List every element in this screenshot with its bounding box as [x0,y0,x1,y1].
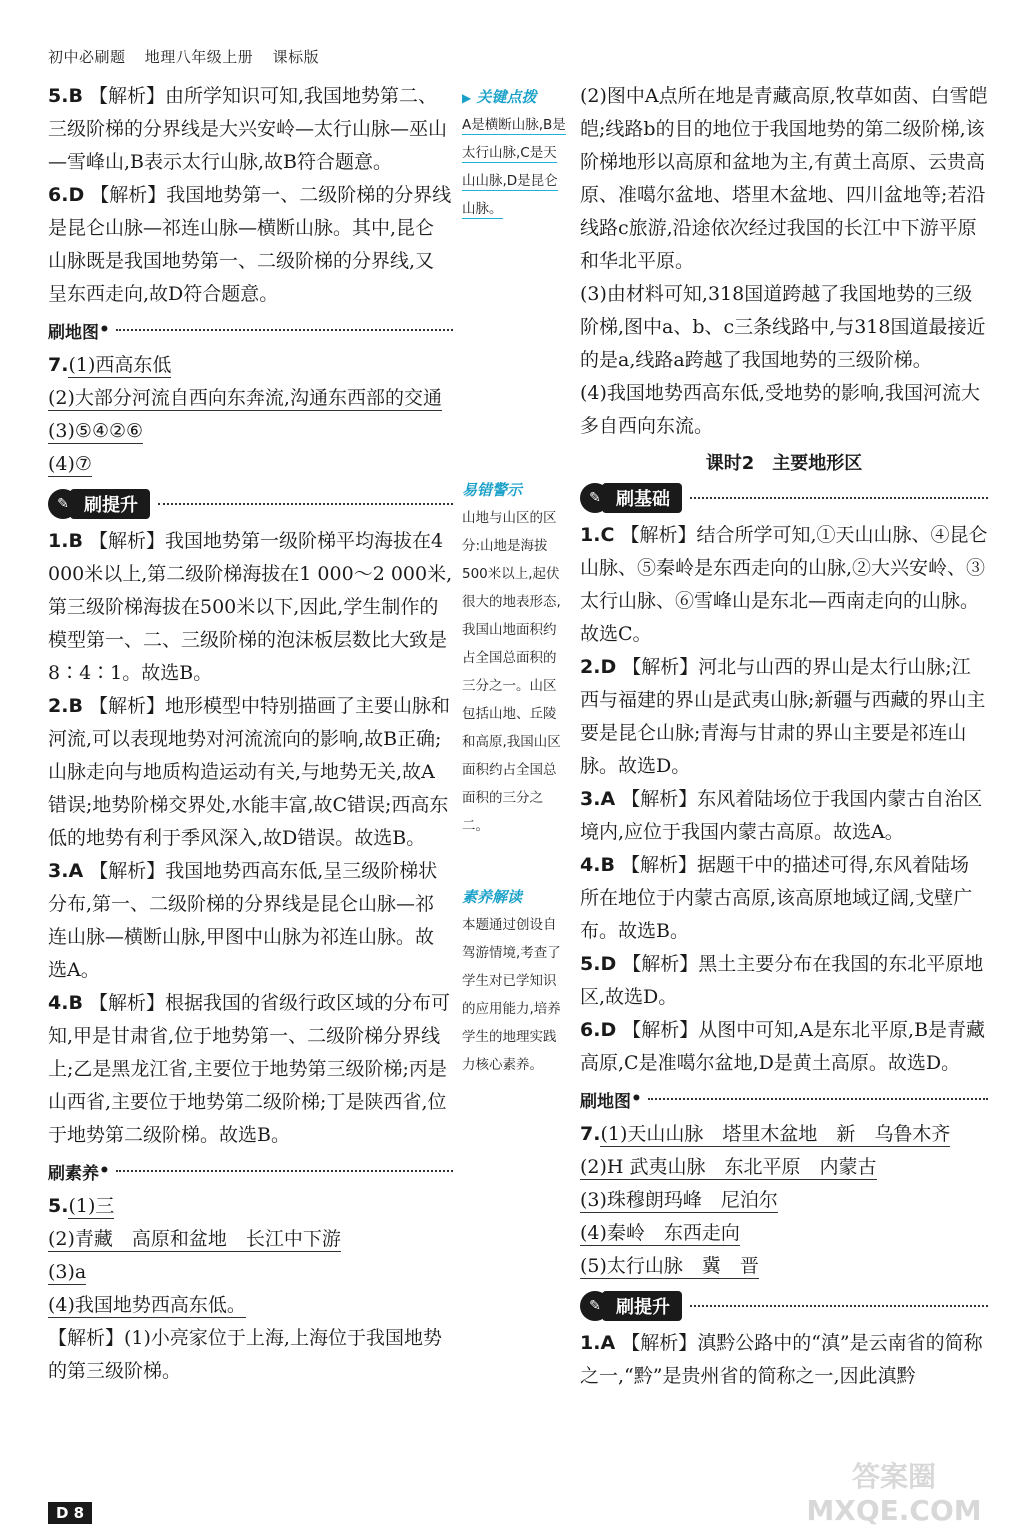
answer-5 [48,80,453,179]
answer-part: (3)a [48,1261,87,1283]
badge-title: 刷基础 [602,483,682,513]
answer-b1 [48,525,453,690]
answer-part: (3)珠穆朗玛峰 尼泊尔 [580,1189,778,1211]
answer-r3 [580,783,988,849]
analysis-tag: 【解析】 [90,184,167,206]
answer-text: 由所学知识可知,我国地势第二、三级阶梯的分界线是大兴安岭—太行山脉—巫山—雪峰山,B表示太行山脉,故B符合题意。 [48,85,448,173]
answer-text: 结合所学可知,①天山山脉、④昆仑山脉、⑤秦岭是东西走向的山脉,②大兴安岭、③太行山脉、⑥雪峰山是东北—西南走向的山脉。故选C。 [580,524,988,645]
answer-number: 3.A [580,788,616,810]
answer-text: 我国地势第一、二级阶梯的分界线是昆仑山脉—祁连山脉—横断山脉。其中,昆仑山脉既是我国地势第一、二级阶梯的分界线,又呈东西走向,故D符合题意。 [48,184,452,305]
note-title: 易错警示 [462,481,523,499]
watermark-line: 答案圈 [851,1460,936,1493]
lesson-title: 课时2 主要地形区 [705,453,863,474]
watermark [789,1460,999,1530]
section-map: 刷地图 • [48,315,453,345]
answer-text: 滇黔公路中的“滇”是云南省的简称之一,“黔”是贵州省的简称之一,因此滇黔 [580,1332,983,1387]
analysis-tag: 【解析】 [622,656,699,678]
analysis-tag: 【解析】 [88,85,165,107]
pencil-icon: ✎ [580,1291,610,1321]
note-key-points [462,86,567,223]
answer-text: 地形模型中特别描画了主要山脉和河流,可以表现地势对河流流向的影响,故B正确;山脉走向与地质构造运动有关,与地势无关,故A错误;地势阶梯交界处,水能丰富,故C错误;西高东低的地势有利于季风深入,故D错误。故选B。 [48,695,450,849]
left-column [48,80,453,1388]
analysis-tag: 【解析】 [621,1332,698,1354]
pencil-icon: ✎ [580,483,610,513]
answer-6 [48,179,453,311]
note-error-warning [462,479,567,840]
answer-r4 [580,849,988,948]
section-map: 刷地图 • [580,1084,988,1114]
answer-text: 我国地势第一级阶梯平均海拔在4 000米以上,第二级阶梯海拔在1 000～2 000米,第三级阶梯海拔在500米以下,因此,学生制作的模型第一、二、三级阶梯的泡沫板层数比大致是8∶4∶1。故选B。 [48,530,453,684]
right-column [580,80,988,1393]
answer-number: 6.D [580,1019,617,1041]
section-badge-up [48,487,453,521]
answer-number: 1.C [580,524,615,546]
section-badge-base [580,481,988,515]
answer-b4 [48,987,453,1152]
answer-number: 6.D [48,184,85,206]
analysis-tag: 【解析】 [88,992,165,1014]
analysis-tag: 【解析】 [622,1019,699,1041]
answer-b2 [48,690,453,855]
arrow-icon: ▶ [462,91,472,105]
answer-r1 [580,519,988,651]
watermark-line: MXQE.COM [806,1494,982,1527]
answer-number: 5. [48,1195,69,1217]
answer-part: (1)西高东低 [68,354,172,376]
answer-part: (5)太行山脉 冀 晋 [580,1255,759,1277]
answer-b3 [48,855,453,987]
answer-number: 4.B [580,854,615,876]
badge-title: 刷提升 [70,489,150,519]
side-notes [462,80,567,1079]
answer-r5 [580,948,988,1014]
answer-s1 [580,1327,988,1393]
analysis-tag: 【解析】 [620,524,697,546]
answer-part-2: (2)图中A点所在地是青藏高原,牧草如茵、白雪皑皑;线路b的目的地位于我国地势的第二级阶梯,该阶梯地形以高原和盆地为主,有黄土高原、云贵高原、准噶尔盆地、塔里木盆地、四川盆地等;若沿线路c旅游,沿途依次经过我国的长江中下游平原和华北平原。 [580,85,988,272]
analysis-tag: 【解析】 [620,854,697,876]
note-text: A是横断山脉,B是太行山脉,C是天山山脉,D是昆仑山脉。 [462,117,566,217]
answer-part-3: (3)由材料可知,318国道跨越了我国地势的三级阶梯,图中a、b、c三条线路中,与318国道最接近的是a,线路a跨越了我国地势的三级阶梯。 [580,283,986,371]
header-subject: 地理八年级上册 [144,48,254,66]
analysis-tag: 【解析】 [88,695,165,717]
analysis-tag: 【解析】 [88,530,165,552]
answer-c5 [48,1190,453,1388]
badge-title: 刷提升 [602,1291,682,1321]
answer-text: (1)小亮家位于上海,上海位于我国地势的第三级阶梯。 [48,1327,442,1382]
answer-number: 5.D [580,953,617,975]
answer-part: (4)我国地势西高东低。 [48,1294,246,1316]
answer-number: 7. [48,354,69,376]
page-header [48,46,333,67]
answer-r2 [580,651,988,783]
answer-part: (4)秦岭 东西走向 [580,1222,740,1244]
answer-part: (2)青藏 高原和盆地 长江中下游 [48,1228,341,1250]
answer-part: (3)⑤④②⑥ [48,420,144,442]
answer-number: 2.D [580,656,617,678]
answer-part: (2)大部分河流自西向东奔流,沟通东西部的交通 [48,387,442,409]
answer-number: 2.B [48,695,83,717]
answer-part: (2)H 武夷山脉 东北平原 内蒙古 [580,1156,877,1178]
answer-number: 1.A [580,1332,616,1354]
answer-text: 从图中可知,A是东北平原,B是青藏高原,C是准噶尔盆地,D是黄土高原。故选D。 [580,1019,986,1074]
section-badge-up [580,1289,988,1323]
answer-number: 5.B [48,85,83,107]
answer-r7 [580,1118,988,1283]
answer-text: 根据我国的省级行政区域的分布可知,甲是甘肃省,位于地势第一、二级阶梯分界线上;乙是黑龙江省,主要位于地势第三级阶梯;丙是山西省,主要位于地势第二级阶梯;丁是陕西省,位于地势第二级阶梯。故选B。 [48,992,450,1146]
answer-part: (1)三 [68,1195,115,1217]
section-title: 刷地图 [580,1091,631,1112]
answer-r6 [580,1014,988,1080]
header-series: 初中必刷题 [48,48,126,66]
section-title: 刷地图 [48,322,99,343]
section-literacy: 刷素养 • [48,1156,453,1186]
note-title: 素养解读 [462,888,523,906]
analysis-tag: 【解析】 [622,953,699,975]
answer-part-4: (4)我国地势西高东低,受地势的影响,我国河流大多自西向东流。 [580,382,980,437]
answer-text: 黑土主要分布在我国的东北平原地区,故选D。 [580,953,984,1008]
answer-text: 河北与山西的界山是太行山脉;江西与福建的界山是武夷山脉;新疆与西藏的界山主要是昆仑山脉;青海与甘肃的界山主要是祁连山脉。故选D。 [580,656,986,777]
analysis-tag: 【解析】 [621,788,698,810]
answer-part: (1)天山山脉 塔里木盆地 新 乌鲁木齐 [600,1123,951,1145]
page-number: D 8 [48,1502,92,1524]
answer-number: 1.B [48,530,83,552]
answer-text: 据题干中的描述可得,东风着陆场所在地位于内蒙古高原,该高原地域辽阔,戈壁广布。故选B。 [580,854,973,942]
answer-7 [48,349,453,481]
note-text: 本题通过创设自驾游情境,考查了学生对已学知识的应用能力,培养学生的地理实践力核心素养。 [462,917,561,1073]
analysis-tag: 【解析】 [48,1327,125,1349]
answer-part: (4)⑦ [48,453,92,475]
note-text: 山地与山区的区分:山地是海拔500米以上,起伏很大的地表形态,我国山地面积约占全国总面积的三分之一。山区包括山地、丘陵和高原,我国山区面积约占全国总面积的三分之二。 [462,510,561,834]
answer-number: 7. [580,1123,601,1145]
answer-number: 3.A [48,860,84,882]
header-edition: 课标版 [272,48,320,66]
note-literacy [462,886,567,1079]
answer-number: 4.B [48,992,83,1014]
note-title: ▶ 关键点拨 [462,88,537,106]
answer-text: 东风着陆场位于我国内蒙古自治区境内,应位于我国内蒙古高原。故选A。 [580,788,983,843]
analysis-tag: 【解析】 [89,860,166,882]
section-title: 刷素养 [48,1163,99,1184]
pencil-icon: ✎ [48,489,78,519]
answer-text: 我国地势西高东低,呈三级阶梯状分布,第一、二级阶梯的分界线是昆仑山脉—祁连山脉—横断山脉,甲图中山脉为祁连山脉。故选A。 [48,860,438,981]
